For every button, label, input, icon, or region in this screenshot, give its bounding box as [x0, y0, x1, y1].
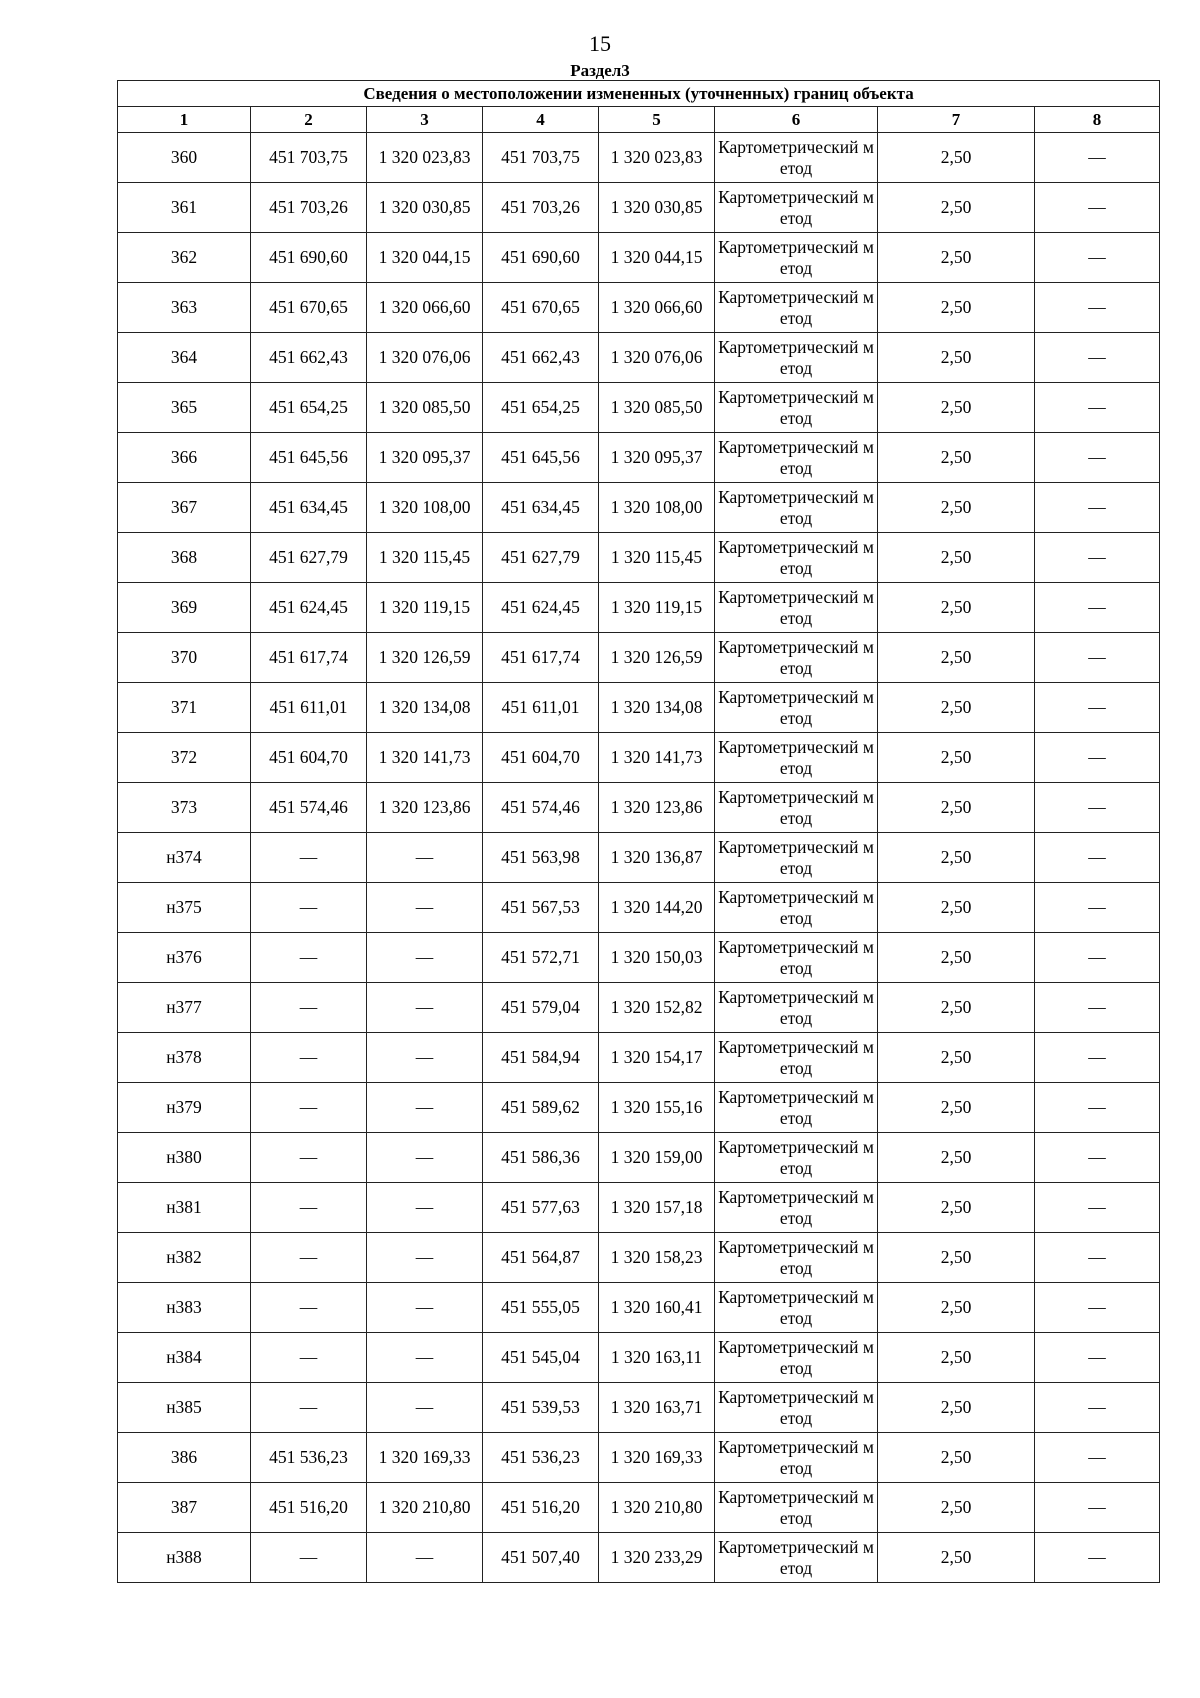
section-title: Раздел3	[570, 61, 630, 80]
old-y-cell: 1 320 044,15	[367, 233, 483, 283]
column-number: 6	[715, 107, 878, 133]
old-y-cell: 1 320 076,06	[367, 333, 483, 383]
note-cell: —	[1035, 433, 1160, 483]
note-cell: —	[1035, 483, 1160, 533]
old-x-cell: —	[251, 1383, 367, 1433]
note-cell: —	[1035, 633, 1160, 683]
note-cell: —	[1035, 1383, 1160, 1433]
accuracy-cell: 2,50	[878, 133, 1035, 183]
new-x-cell: 451 654,25	[483, 383, 599, 433]
accuracy-cell: 2,50	[878, 1483, 1035, 1533]
point-cell: 360	[118, 133, 251, 183]
note-cell: —	[1035, 983, 1160, 1033]
new-x-cell: 451 604,70	[483, 733, 599, 783]
new-y-cell: 1 320 030,85	[599, 183, 715, 233]
old-y-cell: 1 320 095,37	[367, 433, 483, 483]
accuracy-cell: 2,50	[878, 183, 1035, 233]
note-cell: —	[1035, 883, 1160, 933]
old-x-cell: —	[251, 1133, 367, 1183]
accuracy-cell: 2,50	[878, 383, 1035, 433]
old-x-cell: 451 670,65	[251, 283, 367, 333]
method-cell: Картометрический метод	[715, 533, 878, 583]
new-y-cell: 1 320 076,06	[599, 333, 715, 383]
method-cell: Картометрический метод	[715, 1533, 878, 1583]
old-y-cell: 1 320 210,80	[367, 1483, 483, 1533]
point-cell: 361	[118, 183, 251, 233]
new-x-cell: 451 572,71	[483, 933, 599, 983]
old-y-cell: —	[367, 1333, 483, 1383]
table-row	[118, 1383, 1160, 1433]
old-x-cell: —	[251, 933, 367, 983]
note-cell: —	[1035, 333, 1160, 383]
accuracy-cell: 2,50	[878, 1033, 1035, 1083]
new-x-cell: 451 586,36	[483, 1133, 599, 1183]
accuracy-cell: 2,50	[878, 1433, 1035, 1483]
old-y-cell: —	[367, 983, 483, 1033]
table-row	[118, 583, 1160, 633]
new-x-cell: 451 627,79	[483, 533, 599, 583]
accuracy-cell: 2,50	[878, 783, 1035, 833]
table-row	[118, 233, 1160, 283]
column-number: 8	[1035, 107, 1160, 133]
old-y-cell: —	[367, 1133, 483, 1183]
accuracy-cell: 2,50	[878, 1083, 1035, 1133]
method-cell: Картометрический метод	[715, 783, 878, 833]
table-row	[118, 133, 1160, 183]
column-number: 5	[599, 107, 715, 133]
method-cell: Картометрический метод	[715, 333, 878, 383]
point-cell: н379	[118, 1083, 251, 1133]
new-x-cell: 451 584,94	[483, 1033, 599, 1083]
new-y-cell: 1 320 150,03	[599, 933, 715, 983]
accuracy-cell: 2,50	[878, 1333, 1035, 1383]
method-cell: Картометрический метод	[715, 633, 878, 683]
table-row	[118, 1433, 1160, 1483]
old-x-cell: 451 634,45	[251, 483, 367, 533]
note-cell: —	[1035, 1233, 1160, 1283]
point-cell: н376	[118, 933, 251, 983]
new-x-cell: 451 703,26	[483, 183, 599, 233]
new-x-cell: 451 555,05	[483, 1283, 599, 1333]
old-y-cell: —	[367, 1283, 483, 1333]
table-row	[118, 1233, 1160, 1283]
old-x-cell: 451 574,46	[251, 783, 367, 833]
new-x-cell: 451 574,46	[483, 783, 599, 833]
old-x-cell: —	[251, 833, 367, 883]
new-x-cell: 451 516,20	[483, 1483, 599, 1533]
old-x-cell: 451 617,74	[251, 633, 367, 683]
page-number: 15	[589, 31, 611, 56]
accuracy-cell: 2,50	[878, 833, 1035, 883]
point-cell: н380	[118, 1133, 251, 1183]
new-y-cell: 1 320 134,08	[599, 683, 715, 733]
new-y-cell: 1 320 141,73	[599, 733, 715, 783]
note-cell: —	[1035, 383, 1160, 433]
table-row	[118, 1533, 1160, 1583]
point-cell: 367	[118, 483, 251, 533]
method-cell: Картометрический метод	[715, 583, 878, 633]
old-y-cell: —	[367, 1033, 483, 1083]
table-row	[118, 1033, 1160, 1083]
old-x-cell: 451 627,79	[251, 533, 367, 583]
new-x-cell: 451 589,62	[483, 1083, 599, 1133]
note-cell: —	[1035, 1033, 1160, 1083]
accuracy-cell: 2,50	[878, 483, 1035, 533]
table-row	[118, 283, 1160, 333]
old-y-cell: 1 320 085,50	[367, 383, 483, 433]
method-cell: Картометрический метод	[715, 1433, 878, 1483]
new-x-cell: 451 690,60	[483, 233, 599, 283]
note-cell: —	[1035, 783, 1160, 833]
method-cell: Картометрический метод	[715, 233, 878, 283]
note-cell: —	[1035, 1333, 1160, 1383]
old-x-cell: 451 645,56	[251, 433, 367, 483]
table-caption: Сведения о местоположении измененных (уточненных) границ объекта	[118, 81, 1160, 107]
new-y-cell: 1 320 126,59	[599, 633, 715, 683]
point-cell: н375	[118, 883, 251, 933]
new-y-cell: 1 320 158,23	[599, 1233, 715, 1283]
note-cell: —	[1035, 1433, 1160, 1483]
point-cell: н377	[118, 983, 251, 1033]
accuracy-cell: 2,50	[878, 283, 1035, 333]
new-x-cell: 451 617,74	[483, 633, 599, 683]
new-x-cell: 451 611,01	[483, 683, 599, 733]
point-cell: 387	[118, 1483, 251, 1533]
table-row	[118, 833, 1160, 883]
old-x-cell: —	[251, 983, 367, 1033]
note-cell: —	[1035, 733, 1160, 783]
old-x-cell: 451 703,75	[251, 133, 367, 183]
new-x-cell: 451 662,43	[483, 333, 599, 383]
column-number-row	[118, 107, 1160, 133]
method-cell: Картометрический метод	[715, 833, 878, 883]
new-x-cell: 451 563,98	[483, 833, 599, 883]
accuracy-cell: 2,50	[878, 883, 1035, 933]
new-x-cell: 451 670,65	[483, 283, 599, 333]
note-cell: —	[1035, 683, 1160, 733]
point-cell: н383	[118, 1283, 251, 1333]
point-cell: 370	[118, 633, 251, 683]
method-cell: Картометрический метод	[715, 483, 878, 533]
point-cell: н382	[118, 1233, 251, 1283]
method-cell: Картометрический метод	[715, 1383, 878, 1433]
old-x-cell: —	[251, 1233, 367, 1283]
old-y-cell: 1 320 108,00	[367, 483, 483, 533]
new-x-cell: 451 567,53	[483, 883, 599, 933]
new-x-cell: 451 634,45	[483, 483, 599, 533]
new-x-cell: 451 545,04	[483, 1333, 599, 1383]
new-y-cell: 1 320 163,11	[599, 1333, 715, 1383]
method-cell: Картометрический метод	[715, 383, 878, 433]
new-x-cell: 451 645,56	[483, 433, 599, 483]
old-x-cell: 451 611,01	[251, 683, 367, 733]
new-y-cell: 1 320 136,87	[599, 833, 715, 883]
old-y-cell: —	[367, 1533, 483, 1583]
point-cell: 362	[118, 233, 251, 283]
note-cell: —	[1035, 283, 1160, 333]
old-x-cell: 451 604,70	[251, 733, 367, 783]
accuracy-cell: 2,50	[878, 683, 1035, 733]
accuracy-cell: 2,50	[878, 1533, 1035, 1583]
column-number: 7	[878, 107, 1035, 133]
new-y-cell: 1 320 123,86	[599, 783, 715, 833]
method-cell: Картометрический метод	[715, 1333, 878, 1383]
point-cell: 364	[118, 333, 251, 383]
note-cell: —	[1035, 1083, 1160, 1133]
new-y-cell: 1 320 095,37	[599, 433, 715, 483]
new-y-cell: 1 320 169,33	[599, 1433, 715, 1483]
new-x-cell: 451 536,23	[483, 1433, 599, 1483]
new-y-cell: 1 320 210,80	[599, 1483, 715, 1533]
accuracy-cell: 2,50	[878, 433, 1035, 483]
note-cell: —	[1035, 183, 1160, 233]
new-y-cell: 1 320 157,18	[599, 1183, 715, 1233]
table-row	[118, 933, 1160, 983]
table-row	[118, 1483, 1160, 1533]
old-x-cell: 451 536,23	[251, 1433, 367, 1483]
accuracy-cell: 2,50	[878, 1233, 1035, 1283]
method-cell: Картометрический метод	[715, 1233, 878, 1283]
note-cell: —	[1035, 1183, 1160, 1233]
old-x-cell: —	[251, 1083, 367, 1133]
accuracy-cell: 2,50	[878, 583, 1035, 633]
method-cell: Картометрический метод	[715, 283, 878, 333]
table-row	[118, 1333, 1160, 1383]
method-cell: Картометрический метод	[715, 683, 878, 733]
new-y-cell: 1 320 144,20	[599, 883, 715, 933]
old-y-cell: —	[367, 833, 483, 883]
old-x-cell: 451 703,26	[251, 183, 367, 233]
new-y-cell: 1 320 023,83	[599, 133, 715, 183]
point-cell: 372	[118, 733, 251, 783]
table-row	[118, 983, 1160, 1033]
table-row	[118, 383, 1160, 433]
table-row	[118, 783, 1160, 833]
accuracy-cell: 2,50	[878, 983, 1035, 1033]
accuracy-cell: 2,50	[878, 333, 1035, 383]
old-x-cell: 451 690,60	[251, 233, 367, 283]
old-y-cell: 1 320 141,73	[367, 733, 483, 783]
old-y-cell: 1 320 126,59	[367, 633, 483, 683]
accuracy-cell: 2,50	[878, 233, 1035, 283]
old-y-cell: 1 320 030,85	[367, 183, 483, 233]
new-y-cell: 1 320 233,29	[599, 1533, 715, 1583]
table-row	[118, 333, 1160, 383]
note-cell: —	[1035, 933, 1160, 983]
method-cell: Картометрический метод	[715, 433, 878, 483]
point-cell: 365	[118, 383, 251, 433]
accuracy-cell: 2,50	[878, 1133, 1035, 1183]
table-row	[118, 883, 1160, 933]
new-y-cell: 1 320 155,16	[599, 1083, 715, 1133]
old-y-cell: 1 320 169,33	[367, 1433, 483, 1483]
old-x-cell: —	[251, 883, 367, 933]
accuracy-cell: 2,50	[878, 733, 1035, 783]
old-y-cell: 1 320 115,45	[367, 533, 483, 583]
new-x-cell: 451 577,63	[483, 1183, 599, 1233]
new-x-cell: 451 624,45	[483, 583, 599, 633]
point-cell: н374	[118, 833, 251, 883]
note-cell: —	[1035, 1483, 1160, 1533]
column-number: 3	[367, 107, 483, 133]
old-y-cell: —	[367, 1083, 483, 1133]
old-y-cell: —	[367, 883, 483, 933]
new-x-cell: 451 507,40	[483, 1533, 599, 1583]
old-y-cell: —	[367, 933, 483, 983]
column-number: 2	[251, 107, 367, 133]
point-cell: н381	[118, 1183, 251, 1233]
table-row	[118, 1183, 1160, 1233]
method-cell: Картометрический метод	[715, 733, 878, 783]
new-y-cell: 1 320 163,71	[599, 1383, 715, 1433]
point-cell: 363	[118, 283, 251, 333]
accuracy-cell: 2,50	[878, 1283, 1035, 1333]
old-y-cell: 1 320 023,83	[367, 133, 483, 183]
new-y-cell: 1 320 066,60	[599, 283, 715, 333]
method-cell: Картометрический метод	[715, 183, 878, 233]
old-y-cell: 1 320 119,15	[367, 583, 483, 633]
new-x-cell: 451 564,87	[483, 1233, 599, 1283]
method-cell: Картометрический метод	[715, 1133, 878, 1183]
column-number: 1	[118, 107, 251, 133]
old-x-cell: —	[251, 1183, 367, 1233]
note-cell: —	[1035, 583, 1160, 633]
note-cell: —	[1035, 833, 1160, 883]
table-row	[118, 1133, 1160, 1183]
new-y-cell: 1 320 085,50	[599, 383, 715, 433]
method-cell: Картометрический метод	[715, 1483, 878, 1533]
table-row	[118, 1083, 1160, 1133]
old-x-cell: —	[251, 1283, 367, 1333]
note-cell: —	[1035, 1133, 1160, 1183]
note-cell: —	[1035, 133, 1160, 183]
old-y-cell: —	[367, 1183, 483, 1233]
accuracy-cell: 2,50	[878, 1183, 1035, 1233]
accuracy-cell: 2,50	[878, 933, 1035, 983]
old-y-cell: —	[367, 1383, 483, 1433]
method-cell: Картометрический метод	[715, 1033, 878, 1083]
point-cell: 371	[118, 683, 251, 733]
note-cell: —	[1035, 533, 1160, 583]
new-y-cell: 1 320 108,00	[599, 483, 715, 533]
old-y-cell: 1 320 134,08	[367, 683, 483, 733]
new-y-cell: 1 320 152,82	[599, 983, 715, 1033]
old-x-cell: —	[251, 1033, 367, 1083]
old-x-cell: 451 662,43	[251, 333, 367, 383]
accuracy-cell: 2,50	[878, 633, 1035, 683]
new-y-cell: 1 320 115,45	[599, 533, 715, 583]
point-cell: н388	[118, 1533, 251, 1583]
method-cell: Картометрический метод	[715, 933, 878, 983]
old-y-cell: —	[367, 1233, 483, 1283]
method-cell: Картометрический метод	[715, 983, 878, 1033]
new-x-cell: 451 539,53	[483, 1383, 599, 1433]
table-row	[118, 683, 1160, 733]
old-x-cell: 451 624,45	[251, 583, 367, 633]
note-cell: —	[1035, 1283, 1160, 1333]
point-cell: 369	[118, 583, 251, 633]
note-cell: —	[1035, 233, 1160, 283]
point-cell: 368	[118, 533, 251, 583]
old-x-cell: —	[251, 1533, 367, 1583]
new-x-cell: 451 579,04	[483, 983, 599, 1033]
table-row	[118, 433, 1160, 483]
new-y-cell: 1 320 160,41	[599, 1283, 715, 1333]
point-cell: н378	[118, 1033, 251, 1083]
old-x-cell: 451 654,25	[251, 383, 367, 433]
boundary-coordinates-table	[117, 80, 1160, 1583]
accuracy-cell: 2,50	[878, 533, 1035, 583]
method-cell: Картометрический метод	[715, 1283, 878, 1333]
point-cell: 373	[118, 783, 251, 833]
table-row	[118, 183, 1160, 233]
point-cell: н385	[118, 1383, 251, 1433]
method-cell: Картометрический метод	[715, 1083, 878, 1133]
point-cell: 366	[118, 433, 251, 483]
table-row	[118, 733, 1160, 783]
point-cell: н384	[118, 1333, 251, 1383]
note-cell: —	[1035, 1533, 1160, 1583]
point-cell: 386	[118, 1433, 251, 1483]
method-cell: Картометрический метод	[715, 133, 878, 183]
new-y-cell: 1 320 154,17	[599, 1033, 715, 1083]
old-y-cell: 1 320 066,60	[367, 283, 483, 333]
table-row	[118, 633, 1160, 683]
new-x-cell: 451 703,75	[483, 133, 599, 183]
old-y-cell: 1 320 123,86	[367, 783, 483, 833]
method-cell: Картометрический метод	[715, 883, 878, 933]
table-row	[118, 533, 1160, 583]
new-y-cell: 1 320 159,00	[599, 1133, 715, 1183]
new-y-cell: 1 320 119,15	[599, 583, 715, 633]
old-x-cell: 451 516,20	[251, 1483, 367, 1533]
accuracy-cell: 2,50	[878, 1383, 1035, 1433]
new-y-cell: 1 320 044,15	[599, 233, 715, 283]
method-cell: Картометрический метод	[715, 1183, 878, 1233]
old-x-cell: —	[251, 1333, 367, 1383]
table-row	[118, 483, 1160, 533]
column-number: 4	[483, 107, 599, 133]
table-row	[118, 1283, 1160, 1333]
